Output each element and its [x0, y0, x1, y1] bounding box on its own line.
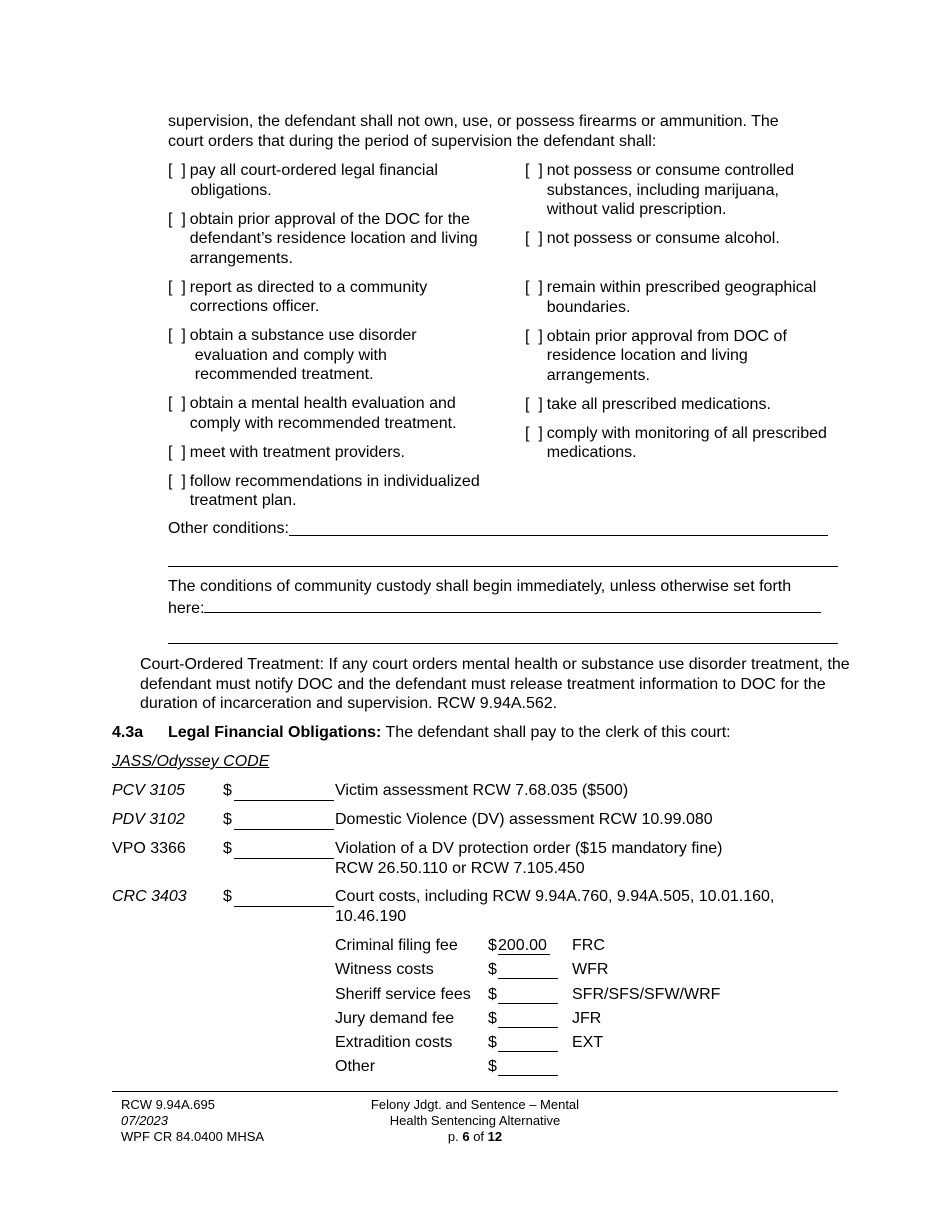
- checkbox[interactable]: [ ]: [168, 278, 186, 296]
- fee-description: Domestic Violence (DV) assessment RCW 10.99.080: [335, 811, 713, 828]
- cost-code: WFR: [572, 961, 609, 978]
- dollar-sign: $: [488, 986, 497, 1003]
- intro-line-2: court orders that during the period of supervision the defendant shall:: [168, 133, 657, 150]
- fee-amount-field[interactable]: [234, 781, 334, 801]
- checkbox[interactable]: [ ]: [525, 395, 543, 413]
- court-cost-row: [335, 1057, 835, 1079]
- fee-description-line: Violation of a DV protection order ($15 mandatory fine): [335, 840, 723, 857]
- fee-description: [335, 887, 855, 927]
- custody-paragraph: [168, 577, 848, 619]
- cost-amount-field[interactable]: [498, 960, 558, 979]
- footer-title-line-2: Health Sentencing Alternative: [389, 1113, 561, 1128]
- footer-title-line-1: Felony Jdgt. and Sentence – Mental: [370, 1097, 580, 1112]
- condition-item: [168, 210, 513, 269]
- other-conditions-label: Other conditions:: [168, 520, 289, 537]
- dollar-sign: $: [488, 1058, 497, 1075]
- footer-date: 07/2023: [121, 1113, 168, 1128]
- dollar-sign: $: [223, 840, 232, 857]
- condition-text: remain within prescribed geographical: [546, 279, 817, 296]
- court-cost-row: [335, 1009, 835, 1031]
- other-conditions: [168, 519, 828, 539]
- cost-label: Criminal filing fee: [335, 937, 458, 954]
- footer-form-id: WPF CR 84.0400 MHSA: [121, 1129, 265, 1144]
- court-ordered-treatment: Court-Ordered Treatment: If any court orders mental health or substance use disorder treatment, the defendant must notify DOC and the defendant must release treatment information to DOC for the duration of incarceration and supervision. RCW 9.94A.562.: [140, 656, 850, 712]
- section-text: The defendant shall pay to the clerk of this court:: [381, 724, 731, 741]
- fee-description-line: 10.46.190: [335, 908, 407, 925]
- custody-start-field[interactable]: [204, 597, 821, 613]
- condition-item: [525, 229, 860, 249]
- checkbox[interactable]: [ ]: [525, 162, 543, 179]
- court-cost-row: [335, 960, 835, 982]
- cost-label: Other: [335, 1058, 376, 1075]
- fee-description: Victim assessment RCW 7.68.035 ($500): [335, 782, 629, 799]
- fee-amount-field[interactable]: [234, 839, 334, 859]
- condition-text: residence location and living: [546, 347, 748, 364]
- total-pages: 12: [487, 1129, 503, 1144]
- condition-text: defendant’s residence location and living: [189, 230, 478, 247]
- condition-item: [168, 472, 513, 511]
- condition-text: evaluation and comply with: [194, 346, 387, 364]
- condition-item: [168, 278, 513, 317]
- dollar-sign: $: [223, 782, 232, 799]
- cost-code: FRC: [572, 937, 605, 954]
- condition-item: [525, 395, 860, 415]
- checkbox[interactable]: [ ]: [168, 395, 186, 412]
- condition-text: follow recommendations in individualized: [189, 472, 480, 490]
- dollar-sign: $: [488, 937, 497, 954]
- condition-text: corrections officer.: [189, 298, 320, 315]
- condition-item: [168, 394, 513, 433]
- cost-code: SFR/SFS/SFW/WRF: [572, 986, 721, 1003]
- condition-text: boundaries.: [546, 298, 631, 316]
- cost-label: Extradition costs: [335, 1034, 453, 1051]
- checkbox[interactable]: [ ]: [525, 279, 543, 296]
- cost-amount-field[interactable]: [498, 1033, 558, 1052]
- page-prefix: p.: [447, 1129, 463, 1144]
- condition-text: report as directed to a community: [189, 278, 428, 296]
- court-cost-row: [335, 936, 835, 958]
- footer-divider: [112, 1091, 838, 1092]
- condition-text: obtain prior approval of the DOC for the: [189, 210, 470, 228]
- condition-text: comply with recommended treatment.: [189, 414, 457, 432]
- cost-code: EXT: [572, 1034, 604, 1051]
- cost-code: JFR: [572, 1010, 602, 1027]
- cost-label: Jury demand fee: [335, 1010, 455, 1027]
- fee-code: PDV 3102: [112, 811, 185, 828]
- checkbox[interactable]: [ ]: [525, 327, 543, 345]
- custody-line-1: The conditions of community custody shall begin immediately, unless otherwise set forth: [168, 578, 792, 595]
- current-page: 6: [462, 1129, 470, 1144]
- fee-description: [335, 839, 855, 879]
- condition-item: [168, 326, 513, 385]
- cost-amount-field[interactable]: [498, 1009, 558, 1028]
- checkbox[interactable]: [ ]: [168, 162, 186, 179]
- footer-center: [345, 1097, 605, 1145]
- condition-text: obligations.: [190, 181, 272, 199]
- page-number: [345, 1129, 605, 1145]
- cost-label: Sheriff service fees: [335, 986, 471, 1003]
- court-cost-row: [335, 985, 835, 1007]
- dollar-sign: $: [488, 1010, 497, 1027]
- custody-line-2-field[interactable]: [168, 643, 838, 644]
- fee-description-line: RCW 26.50.110 or RCW 7.105.450: [335, 860, 585, 877]
- checkbox[interactable]: [ ]: [525, 424, 543, 442]
- condition-item: [525, 278, 860, 317]
- condition-text: obtain a mental health evaluation and: [189, 395, 456, 412]
- dollar-sign: $: [488, 961, 497, 978]
- page-of: of: [469, 1129, 488, 1144]
- fee-row: [112, 781, 872, 803]
- checkbox[interactable]: [ ]: [525, 230, 543, 247]
- dollar-sign: $: [488, 1034, 497, 1051]
- fee-amount-field[interactable]: [234, 887, 334, 907]
- condition-text: pay all court-ordered legal financial: [189, 162, 438, 179]
- cost-amount-field[interactable]: 200.00: [498, 936, 550, 955]
- code-heading: JASS/Odyssey CODE: [112, 753, 270, 770]
- right-conditions-list: [525, 161, 860, 472]
- condition-text: not possess or consume alcohol.: [546, 230, 780, 247]
- custody-line-2: here:: [168, 600, 205, 617]
- lfo-heading: [112, 723, 872, 743]
- condition-text: comply with monitoring of all prescribed: [546, 424, 827, 442]
- court-cost-row: [335, 1033, 835, 1055]
- checkbox[interactable]: [ ]: [168, 443, 186, 461]
- cost-amount-field[interactable]: [498, 985, 558, 1004]
- section-title: Legal Financial Obligations:: [168, 724, 382, 741]
- dollar-sign: $: [223, 811, 232, 828]
- checkbox[interactable]: [ ]: [168, 210, 186, 228]
- condition-text: arrangements.: [546, 366, 650, 384]
- condition-item: [525, 161, 860, 220]
- fee-amount-field[interactable]: [234, 810, 334, 830]
- fee-row: [112, 810, 872, 832]
- section-number: 4.3a: [112, 724, 144, 741]
- fee-row: [112, 839, 872, 881]
- condition-text: treatment plan.: [189, 492, 297, 509]
- checkbox[interactable]: [ ]: [168, 472, 186, 490]
- fee-code: VPO 3366: [112, 840, 186, 857]
- condition-text: meet with treatment providers.: [189, 443, 405, 461]
- condition-text: obtain a substance use disorder: [189, 327, 417, 344]
- other-conditions-field[interactable]: [289, 519, 828, 536]
- condition-text: recommended treatment.: [194, 366, 374, 383]
- footer-statute: RCW 9.94A.695: [121, 1097, 215, 1112]
- condition-text: arrangements.: [189, 249, 293, 267]
- other-conditions-line-2[interactable]: [168, 566, 838, 567]
- condition-text: take all prescribed medications.: [546, 395, 771, 413]
- dollar-sign: $: [223, 888, 232, 905]
- intro-paragraph: [168, 112, 848, 152]
- condition-text: medications.: [546, 444, 637, 461]
- condition-item: [525, 327, 860, 386]
- fee-code: CRC 3403: [112, 888, 187, 905]
- condition-item: [168, 443, 513, 463]
- cost-label: Witness costs: [335, 961, 434, 978]
- condition-text: without valid prescription.: [546, 201, 727, 218]
- footer-left: [121, 1097, 264, 1145]
- fee-description-line: Court costs, including RCW 9.94A.760, 9.94A.505, 10.01.160,: [335, 888, 775, 905]
- checkbox[interactable]: [ ]: [168, 327, 186, 344]
- left-conditions-list: [168, 161, 513, 520]
- condition-item: [525, 424, 860, 463]
- cost-amount-field[interactable]: [498, 1057, 558, 1076]
- fee-row: [112, 887, 872, 929]
- intro-line-1: supervision, the defendant shall not own, use, or possess firearms or ammunition. The: [168, 113, 779, 130]
- condition-text: obtain prior approval from DOC of: [546, 327, 787, 345]
- condition-text: substances, including marijuana,: [546, 181, 779, 199]
- condition-text: not possess or consume controlled: [546, 162, 795, 179]
- condition-item: [168, 161, 513, 200]
- fee-code: PCV 3105: [112, 782, 185, 799]
